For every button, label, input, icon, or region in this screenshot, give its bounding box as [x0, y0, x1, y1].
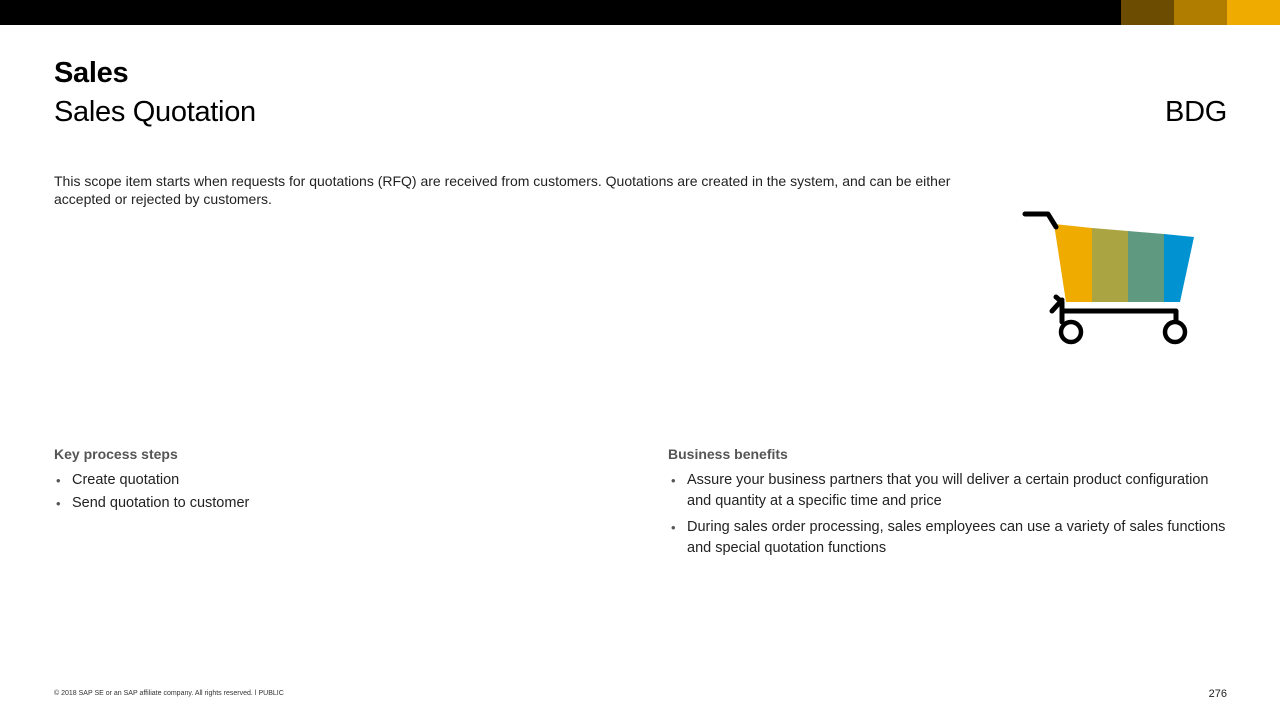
- brand-swatch-light: [1227, 0, 1280, 25]
- cart-stripe-4: [1164, 234, 1194, 302]
- cart-wheel-left: [1061, 322, 1081, 342]
- list-item: • Send quotation to customer: [54, 493, 614, 514]
- brand-swatch-dark: [1121, 0, 1174, 25]
- cart-stripe-1: [1054, 224, 1092, 302]
- benefits-list: [669, 470, 1229, 564]
- list-item: • During sales order processing, sales employees can use a variety of sales functions and special quotation functions: [669, 517, 1229, 559]
- page-title: Sales: [54, 57, 129, 89]
- scope-description: This scope item starts when requests for quotations (RFQ) are received from customers. Quotations are created in the system, and can be either accepted or rejected by customers.: [54, 173, 951, 207]
- copyright-footer: © 2018 SAP SE or an SAP affiliate company. All rights reserved. ǀ PUBLIC: [54, 690, 284, 697]
- scope-item-code: BDG: [1165, 96, 1227, 128]
- shopping-cart-icon: [1018, 205, 1208, 355]
- key-steps-list: [54, 470, 614, 516]
- page-subtitle: Sales Quotation: [54, 96, 256, 128]
- key-steps-heading: Key process steps: [54, 446, 178, 462]
- cart-wheel-right: [1165, 322, 1185, 342]
- list-item: • Assure your business partners that you will deliver a certain product configuration and quantity at a specific time and price: [669, 470, 1229, 512]
- brand-swatch-mid: [1174, 0, 1227, 25]
- list-item: • Create quotation: [54, 470, 614, 491]
- page-number: 276: [1208, 688, 1227, 700]
- cart-stripe-3: [1128, 231, 1164, 302]
- benefits-heading: Business benefits: [668, 446, 788, 462]
- cart-stripe-2: [1092, 228, 1128, 302]
- top-brand-bar: [0, 0, 1280, 25]
